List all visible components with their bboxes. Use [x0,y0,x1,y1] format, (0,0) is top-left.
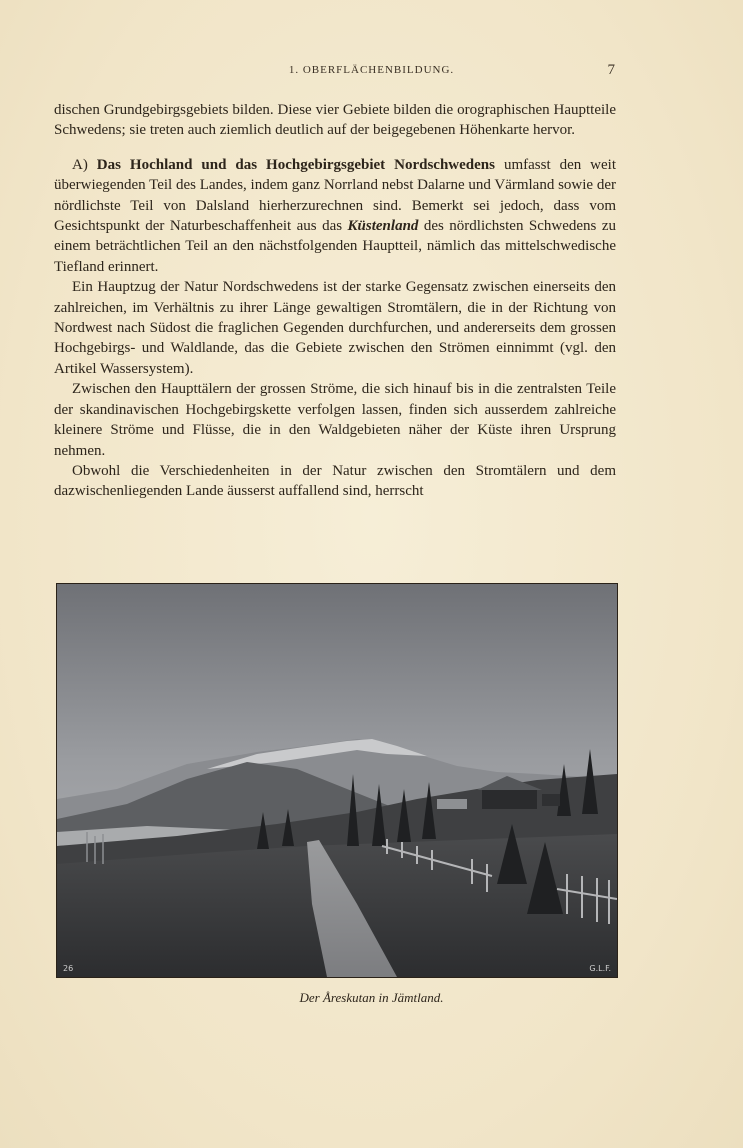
paragraph-1: dischen Grundgebirgsgebiets bilden. Diese vier Gebiete bilden die orographischen Hauptteile Schwedens; sie treten auch ziemlich deutlich auf der beigegebenen Höhenkarte hervor. [54,102,616,139]
paragraph-4: Zwischen den Haupttälern der grossen Ströme, die sich hinauf bis in die zentralsten Teile der skandinavischen Hochgebirgskette verfolgen lassen, finden sich ausserdem zahlreiche kleinere Ströme und Flüsse, die in den Waldgebieten näher der Küste ihren Ursprung nehmen. [54,381,616,459]
plate-credit: G.L.F. [589,964,611,973]
paragraph-3: Ein Hauptzug der Natur Nordschwedens ist der starke Gegensatz zwischen einerseits den zahlreichen, im Verhältnis zu ihrer Länge gewaltigen Stromtälern, die in der Richtung von Nordwest nach Südost die fraglichen Gegenden durchfurchen, und andererseits dem grossen Hochgebirgs- und Waldlande, das die Gebiete zwischen den Strömen einnimmt (vgl. den Artikel Wassersystem). [54,279,616,377]
paragraph-2-text-b: des nördlichsten Schwedens zu einem beträchtlichen Teil an den nächstfolgenden Hauptteil, nämlich das mittelschwedische Tiefland erinnert. [54,218,616,275]
paragraph-2-emphasis: Küstenland [347,218,419,235]
running-title: 1. OBERFLÄCHENBILDUNG. [288,64,455,76]
section-label: A) [72,156,88,173]
figure-caption: Der Åreskutan in Jämtland. [299,990,444,1005]
paragraph-5: Obwohl die Verschiedenheiten in der Natur zwischen den Stromtälern und dem dazwischenliegenden Lande äusserst auffallend sind, herrscht [54,462,616,500]
body-text [54,100,616,502]
photo-plate [56,583,618,978]
paragraph-2-text-a: umfasst den weit überwiegenden Teil des Landes, indem ganz Norrland nebst Dalarne und Värmland sowie der nördlichste Teil von Dalsland hierherzurechnen sind. Bemerkt sei jedoch, dass vom Gesichtspunkt der Naturbeschaffenheit aus das [54,156,617,235]
landscape-photo [57,584,617,977]
paragraph-2 [54,155,616,277]
section-heading: Das Hochland und das Hochgebirgsgebiet Nordschwedens [96,156,495,173]
page-number: 7 [607,62,615,78]
running-head [0,64,743,84]
plate-number: 26 [63,964,74,973]
